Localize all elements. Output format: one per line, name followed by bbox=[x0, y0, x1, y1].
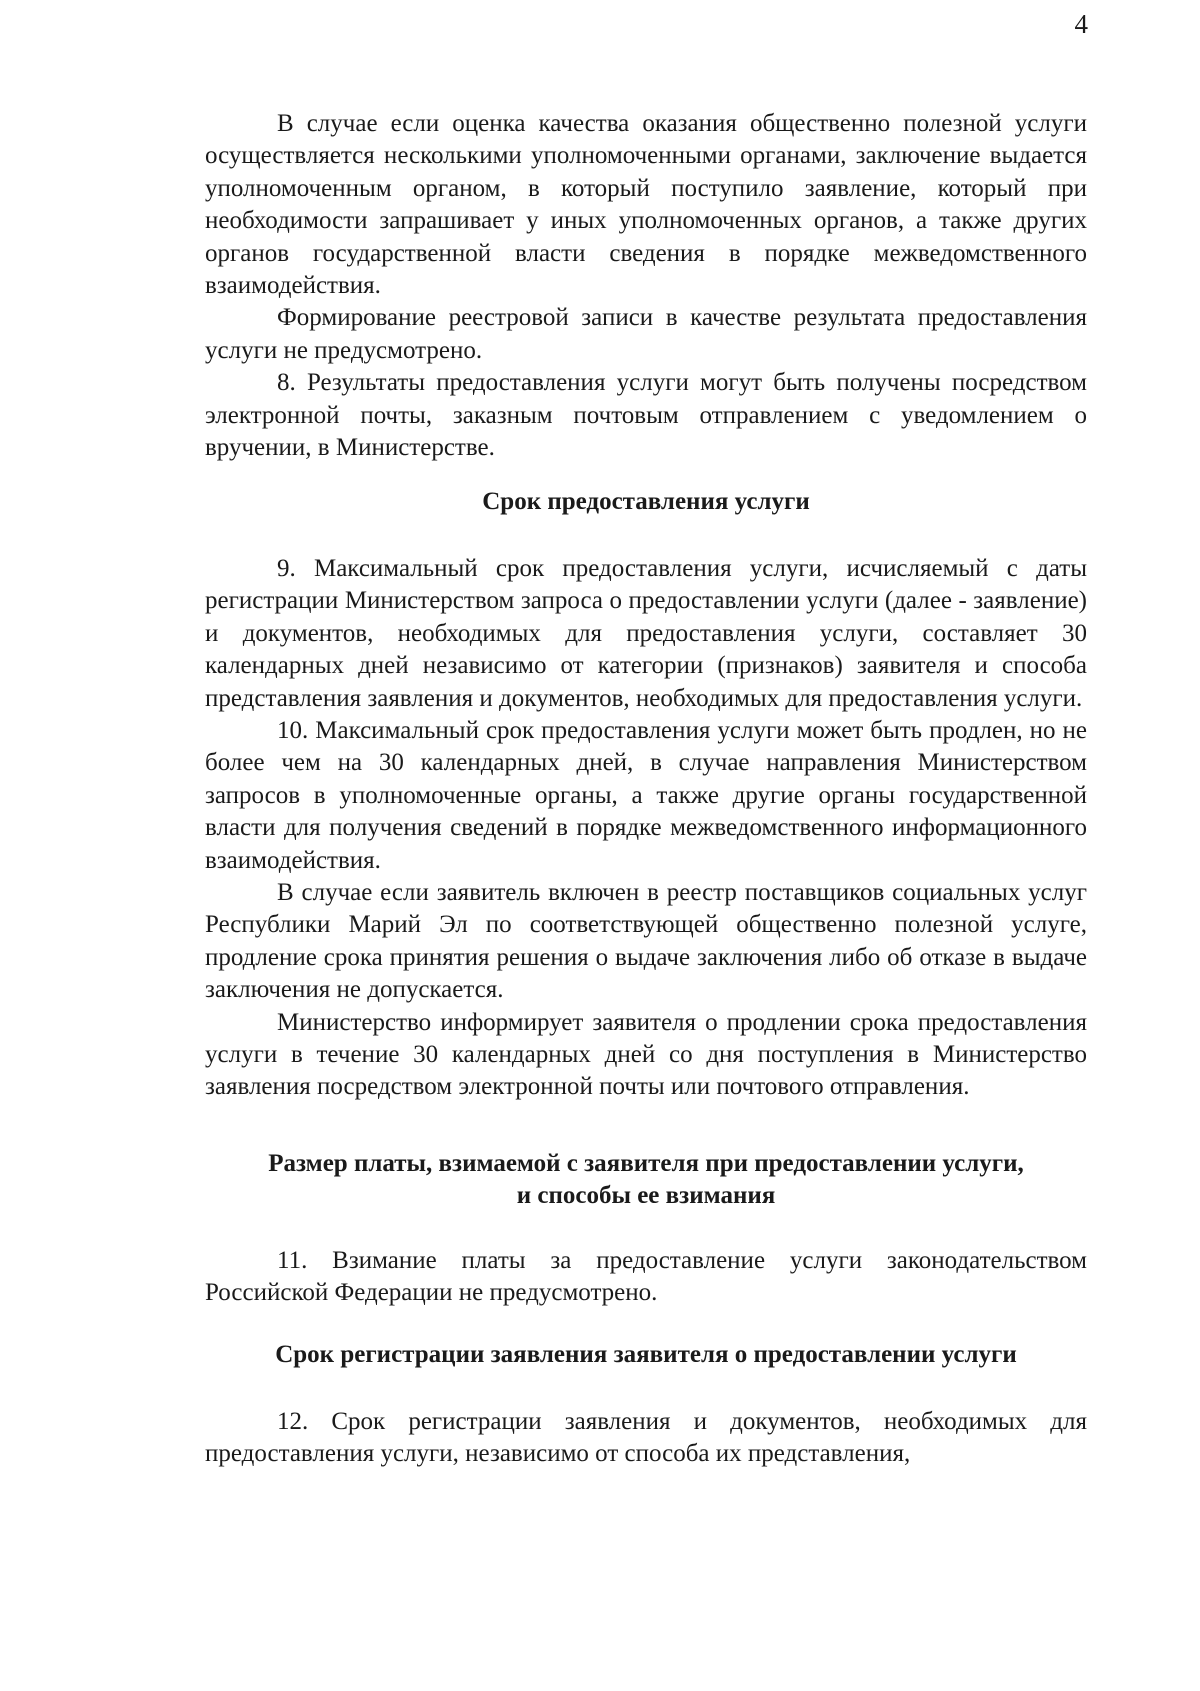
page-number: 4 bbox=[1074, 9, 1088, 39]
paragraph-item-10: 10. Максимальный срок предоставления услуги может быть продлен, но не более чем на 30 календарных дней, в случае направления Министерством запросов в уполномоченные органы, а также другие органы государственной власти для получения сведений в порядке межведомственного информационного взаимодействия. bbox=[205, 716, 1087, 874]
section-heading-service-term: Срок предоставления услуги bbox=[482, 488, 810, 516]
paragraph-item-11: 11. Взимание платы за предоставление услуги законодательством Российской Федерации не предусмотрено. bbox=[205, 1246, 1087, 1306]
paragraph-ministry-informs: Министерство информирует заявителя о продлении срока предоставления услуги в течение 30 календарных дней со дня поступления в Министерство заявления посредством электронной почты или почтового отправления. bbox=[205, 1008, 1087, 1101]
paragraph-item-12: 12. Срок регистрации заявления и документов, необходимых для предоставления услуги, независимо от способа их представления, bbox=[205, 1407, 1087, 1468]
paragraph-item-9: 9. Максимальный срок предоставления услуги, исчисляемый с даты регистрации Министерством запроса о предоставлении услуги (далее - заявление) и документов, необходимых для предоставления услуги, составляет 30 календарных дней независимо от категории (признаков) заявителя и способа представления заявления и документов, необходимых для предоставления услуги. bbox=[205, 554, 1087, 712]
paragraph-registry-record: Формирование реестровой записи в качестве результата предоставления услуги не предусмотрено. bbox=[205, 304, 1087, 364]
section-heading-registration-term: Срок регистрации заявления заявителя о предоставлении услуги bbox=[275, 1341, 1017, 1369]
paragraph-no-extension: В случае если заявитель включен в реестр поставщиков социальных услуг Республики Марий Эл по соответствующей общественно полезной услуге, продление срока принятия решения о выдаче заключения либо об отказе в выдаче заключения не допускается. bbox=[205, 878, 1087, 1004]
document-body bbox=[205, 108, 1087, 1471]
paragraph-assessment-multiple-organs: В случае если оценка качества оказания общественно полезной услуги осуществляется несколькими уполномоченными органами, заключение выдается уполномоченным органом, в который поступило заявление, который при необходимости запрашивает у иных уполномоченных органов, а также других органов государственной власти сведения в порядке межведомственного взаимодействия. bbox=[205, 110, 1087, 300]
section-heading-fee: Размер платы, взимаемой с заявителя при предоставлении услуги, и способы ее взимания bbox=[268, 1149, 1024, 1210]
paragraph-item-8: 8. Результаты предоставления услуги могут быть получены посредством электронной почты, заказным почтовым отправлением с уведомлением о вручении, в Министерстве. bbox=[205, 369, 1087, 462]
